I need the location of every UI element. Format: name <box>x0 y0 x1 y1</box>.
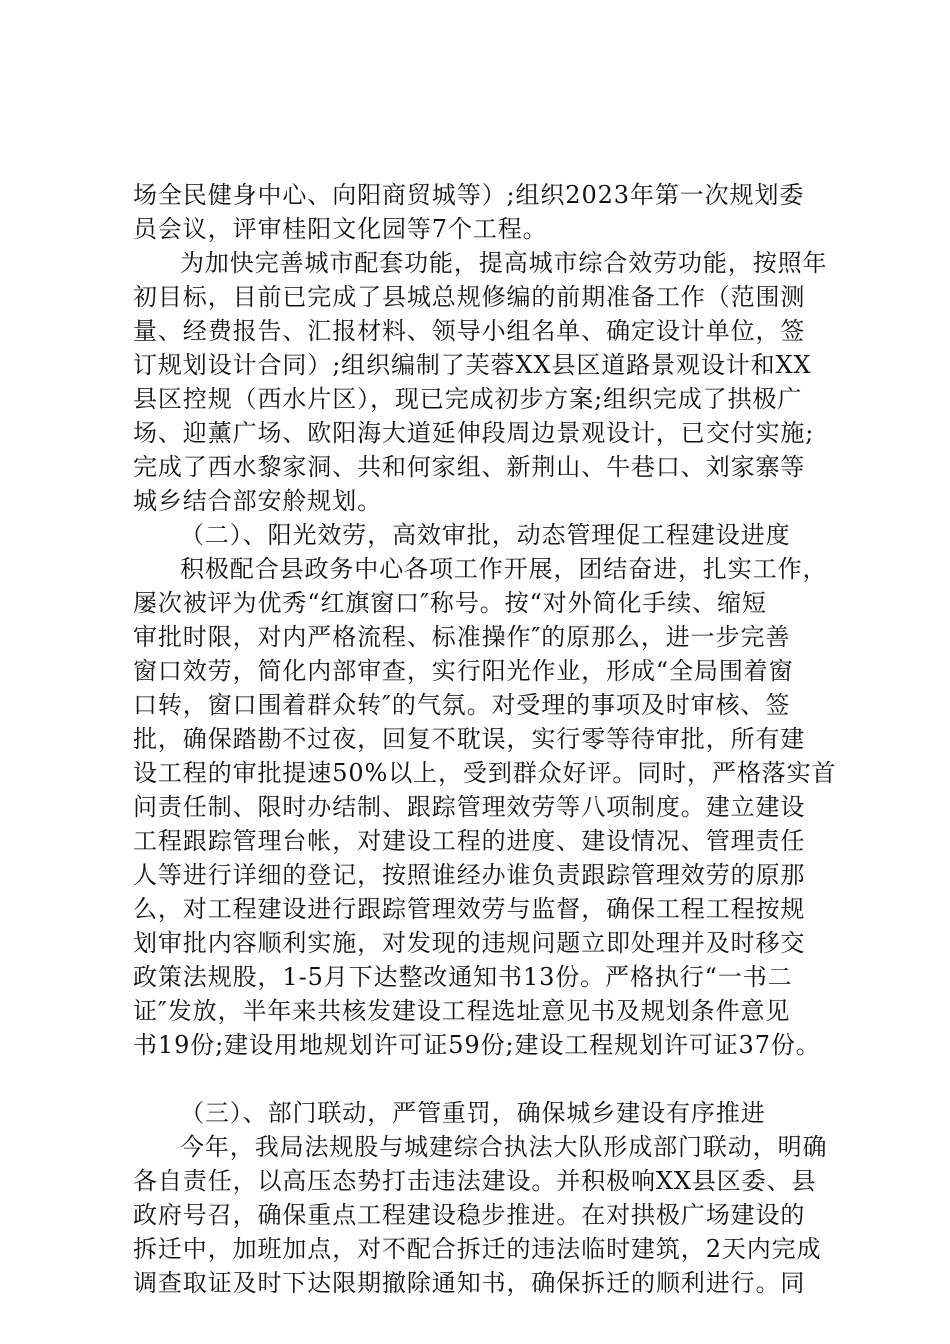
text-line: 场、迎薰广场、欧阳海大道延伸段周边景观设计，已交付实施; <box>133 419 815 447</box>
text-line: 各自责任，以高压态势打击违法建设。并积极响XX县区委、县 <box>133 1167 817 1195</box>
text-line: 窗口效劳，简化内部审查，实行阳光作业，形成“全局围着窗 <box>133 657 794 685</box>
text-line: 完成了西水黎家洞、共和何家组、新荆山、牛巷口、刘家寨等 <box>133 453 806 481</box>
text-line: 量、经费报告、汇报材料、领导小组名单、确定设计单位，签 <box>133 317 806 345</box>
text-line: 设工程的审批提速50%以上，受到群众好评。同时，严格落实首 <box>133 759 837 787</box>
text-line: 么，对工程建设进行跟踪管理效劳与监督，确保工程工程按规 <box>133 895 806 923</box>
text-line: 场全民健身中心、向阳商贸城等）;组织2023年第一次规划委 <box>133 181 805 209</box>
text-line: 积极配合县政务中心各项工作开展，团结奋进，扎实工作， <box>180 555 828 583</box>
text-line: 县区控规（西水片区），现已完成初步方案;组织完成了拱极广 <box>133 385 803 413</box>
section-heading-2: （二）、阳光效劳，高效审批，动态管理促工程建设进度 <box>180 521 791 549</box>
text-line: 批，确保踏勘不过夜，回复不耽误，实行零等待审批，所有建 <box>133 725 806 753</box>
text-line: 城乡结合部安舲规划。 <box>133 487 382 515</box>
text-line: 书19份;建设用地规划许可证59份;建设工程规划许可证37份。 <box>133 1031 821 1059</box>
text-line: 审批时限，对内严格流程、标准操作″的原那么，进一步完善 <box>133 623 791 651</box>
text-line: 屡次被评为优秀“红旗窗口″称号。按“对外简化手续、缩短 <box>133 589 767 617</box>
text-line: 政府号召，确保重点工程建设稳步推进。在对拱极广场建设的 <box>133 1201 806 1229</box>
text-line: 拆迁中，加班加点，对不配合拆迁的违法临时建筑，2天内完成 <box>133 1235 822 1263</box>
section-heading-3: （三）、部门联动，严管重罚，确保城乡建设有序推进 <box>180 1099 766 1127</box>
text-line: 政策法规股，1-5月下达整改通知书13份。严格执行“一书二 <box>133 963 793 991</box>
text-line: 为加快完善城市配套功能，提高城市综合效劳功能，按照年 <box>180 249 828 277</box>
text-line: 今年，我局法规股与城建综合执法大队形成部门联动，明确 <box>180 1133 828 1161</box>
text-line: 问责任制、限时办结制、跟踪管理效劳等八项制度。建立建设 <box>133 793 806 821</box>
text-line: 证″发放，半年来共核发建设工程选址意见书及规划条件意见 <box>133 997 791 1025</box>
text-line: 人等进行详细的登记，按照谁经办谁负责跟踪管理效劳的原那 <box>133 861 806 889</box>
text-line: 调查取证及时下达限期撤除通知书，确保拆迁的顺利进行。同 <box>133 1269 806 1297</box>
text-line: 订规划设计合同）;组织编制了芙蓉XX县区道路景观设计和XX <box>133 351 812 379</box>
text-line: 口转，窗口围着群众转″的气氛。对受理的事项及时审核、签 <box>133 691 791 719</box>
text-line: 划审批内容顺利实施，对发现的违规问题立即处理并及时移交 <box>133 929 806 957</box>
text-line: 员会议，评审桂阳文化园等7个工程。 <box>133 215 548 243</box>
text-line: 工程跟踪管理台帐，对建设工程的进度、建设情况、管理责任 <box>133 827 806 855</box>
text-line: 初目标，目前已完成了县城总规修编的前期准备工作（范围测 <box>133 283 806 311</box>
